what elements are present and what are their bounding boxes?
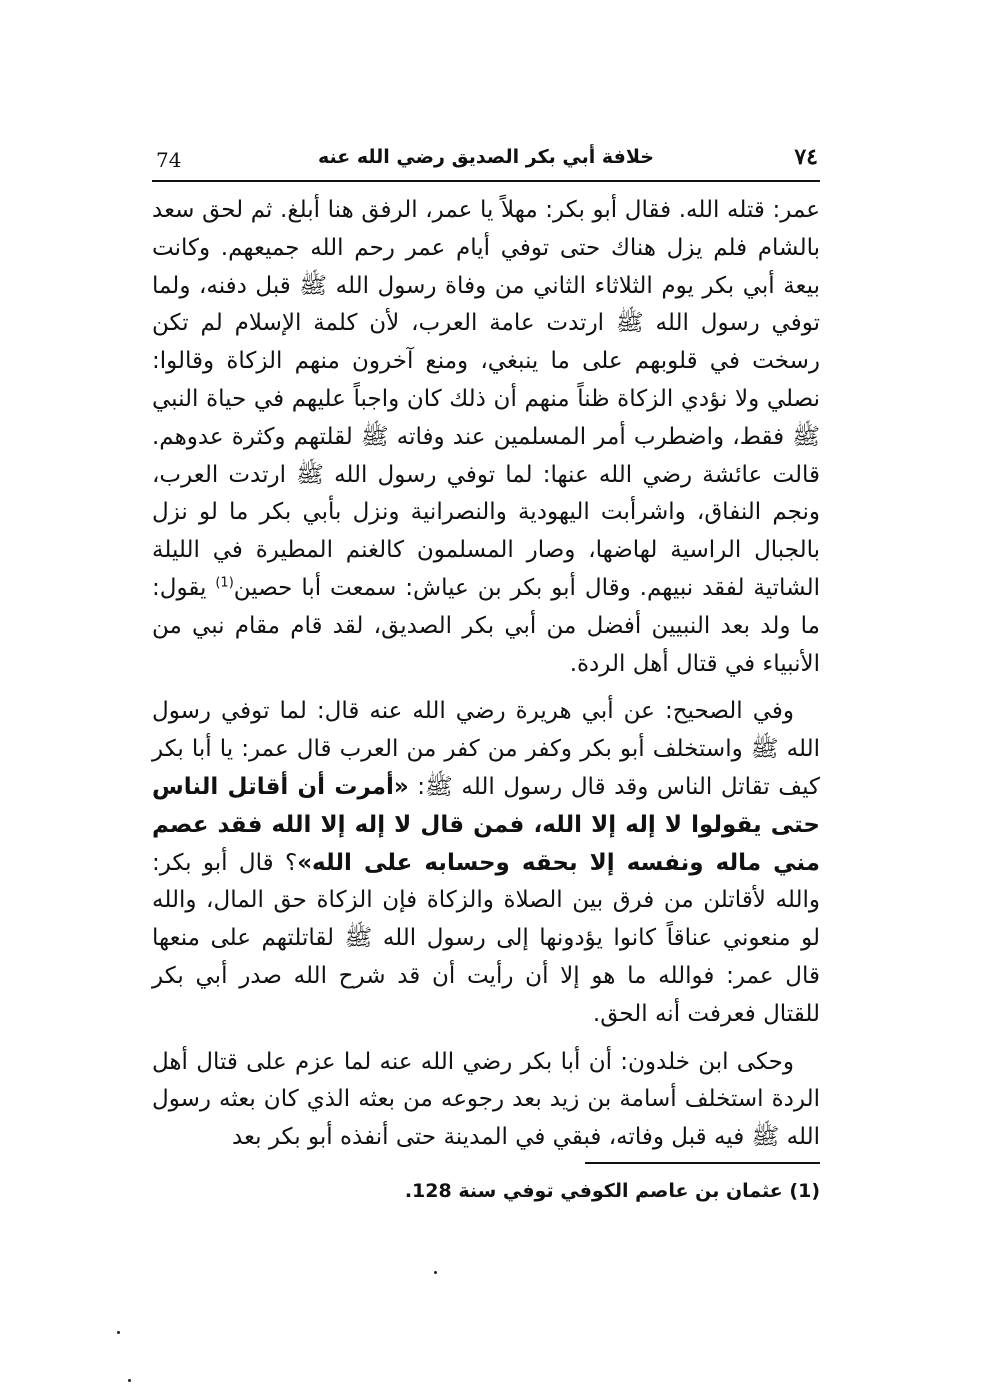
scan-speck: [434, 1271, 437, 1274]
page-number-arabic: ٧٤: [794, 144, 818, 170]
paragraph-3-text: وحكى ابن خلدون: أن أبا بكر رضي الله عنه لما عزم على قتال أهل الردة استخلف أسامة بن زيد بعد رجوعه من بعثه الذي كان بعثه رسول الله ﷺ فيه قبل وفاته، فبقي في المدينة حتى أنفذه أبو بكر بعد: [152, 1048, 820, 1151]
scan-speck: [117, 1331, 120, 1334]
header-rule: [152, 180, 820, 182]
book-title: خلافة أبي بكر الصديق رضي الله عنه: [318, 146, 654, 168]
main-text: [152, 192, 820, 1167]
paragraph-2: [152, 693, 820, 1033]
paragraph-3: [152, 1044, 820, 1157]
paragraph-2-text-before: وفي الصحيح: عن أبي هريرة رضي الله عنه قال: لما توفي رسول الله ﷺ واستخلف أبو بكر وكفر من كفر من العرب قال عمر: يا أبا بكر كيف تقاتل الناس وقد قال رسول الله ﷺ:: [152, 698, 820, 800]
paragraph-1-text-after: يقول: ما ولد بعد النبيين أفضل من أبي بكر الصديق، لقد قام مقام نبي من الأنبياء في قتال أهل الردة.: [152, 574, 820, 677]
paragraph-2-text-after: ؟ قال أبو بكر: والله لأقاتلن من فرق بين الصلاة والزكاة فإن الزكاة حق المال، والله لو منعوني عناقاً كانوا يؤدونها إلى رسول الله ﷺ لقاتلتهم على منعها قال عمر: فوالله ما هو إلا أن رأيت أن قد شرح الله صدر أبي بكر للقتال فعرفت أنه الحق.: [152, 849, 820, 1027]
scan-speck: [128, 1379, 131, 1382]
running-header: [152, 142, 820, 178]
footnote-rule: [585, 1162, 820, 1164]
footnote-reference: (1): [215, 575, 234, 591]
footnote: (1) عثمان بن عاصم الكوفي توفي سنة 128.: [404, 1180, 820, 1202]
hadith-quote: «أمرت أن أقاتل الناس حتى يقولوا لا إله إلا الله، فمن قال لا إله إلا الله فقد عصم مني ماله ونفسه إلا بحقه وحسابه على الله»: [152, 773, 820, 876]
paragraph-1: [152, 192, 820, 683]
page-number-latin: 74: [156, 148, 182, 172]
paragraph-1-text: عمر: قتله الله. فقال أبو بكر: مهلاً يا عمر، الرفق هنا أبلغ. ثم لحق سعد بالشام فلم يزل هناك حتى توفي أيام عمر رحم الله جميعهم. وكانت بيعة أبي بكر يوم الثلاثاء الثاني من وفاة رسول الله ﷺ قبل دفنه، ولما توفي رسول الله ﷺ ارتدت عامة العرب، لأن كلمة الإسلام لم تكن رسخت في قلوبهم على ما ينبغي، ومنع آخرون منهم الزكاة وقالوا: نصلي ولا نؤدي الزكاة ظناً منهم أن ذلك كان واجباً عليهم في حياة النبي ﷺ فقط، واضطرب أمر المسلمين عند وفاته ﷺ لقلتهم وكثرة عدوهم. قالت عائشة رضي الله عنها: لما توفي رسول الله ﷺ ارتدت العرب، ونجم النفاق، واشرأبت اليهودية والنصرانية ونزل بأبي بكر ما لو نزل بالجبال الراسية لهاضها، وصار المسلمون كالغنم المطيرة في الليلة الشاتية لفقد نبيهم. وقال أبو بكر بن عياش: سمعت أبا حصين: [152, 197, 820, 601]
